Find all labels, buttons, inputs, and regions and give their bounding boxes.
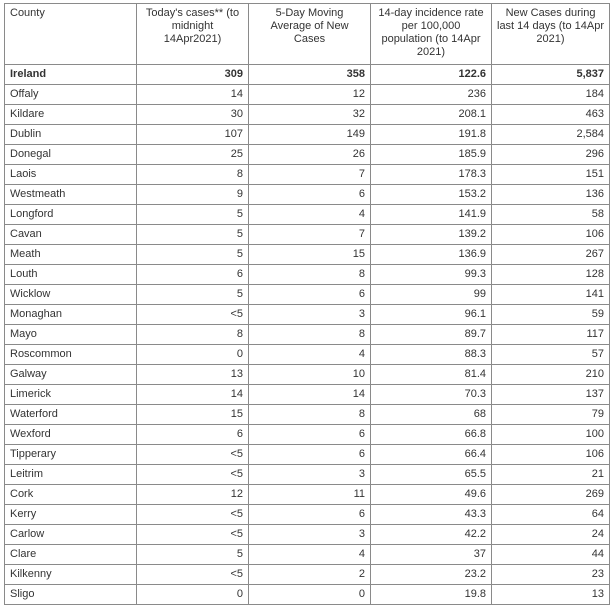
- cell-moving-average: 6: [249, 285, 371, 305]
- cell-moving-average: 15: [249, 245, 371, 265]
- cell-new-cases-14-days: 106: [492, 445, 610, 465]
- table-row: [5, 405, 610, 425]
- table-row: [5, 545, 610, 565]
- cell-todays-cases: <5: [137, 305, 249, 325]
- table-row: [5, 225, 610, 245]
- cell-county: Westmeath: [5, 185, 137, 205]
- cell-moving-average: 6: [249, 445, 371, 465]
- cell-new-cases-14-days: 117: [492, 325, 610, 345]
- table-row: [5, 485, 610, 505]
- cell-moving-average: 11: [249, 485, 371, 505]
- table-row: [5, 185, 610, 205]
- cell-new-cases-14-days: 23: [492, 565, 610, 585]
- cell-incidence-rate: 81.4: [371, 365, 492, 385]
- cell-new-cases-14-days: 5,837: [492, 65, 610, 85]
- cell-new-cases-14-days: 79: [492, 405, 610, 425]
- cell-moving-average: 12: [249, 85, 371, 105]
- cell-moving-average: 3: [249, 465, 371, 485]
- cell-moving-average: 26: [249, 145, 371, 165]
- cell-county: Galway: [5, 365, 137, 385]
- cell-moving-average: 6: [249, 425, 371, 445]
- cell-new-cases-14-days: 2,584: [492, 125, 610, 145]
- cell-todays-cases: 5: [137, 285, 249, 305]
- cell-new-cases-14-days: 210: [492, 365, 610, 385]
- cell-moving-average: 7: [249, 165, 371, 185]
- cell-incidence-rate: 68: [371, 405, 492, 425]
- cell-todays-cases: 5: [137, 205, 249, 225]
- cell-incidence-rate: 96.1: [371, 305, 492, 325]
- cell-moving-average: 149: [249, 125, 371, 145]
- table-row: [5, 505, 610, 525]
- cell-new-cases-14-days: 141: [492, 285, 610, 305]
- cell-moving-average: 4: [249, 345, 371, 365]
- table-header: [5, 4, 610, 65]
- cell-incidence-rate: 99: [371, 285, 492, 305]
- cell-incidence-rate: 89.7: [371, 325, 492, 345]
- cell-county: Louth: [5, 265, 137, 285]
- cell-moving-average: 358: [249, 65, 371, 85]
- cell-moving-average: 6: [249, 505, 371, 525]
- cell-incidence-rate: 178.3: [371, 165, 492, 185]
- cell-todays-cases: 12: [137, 485, 249, 505]
- cell-new-cases-14-days: 184: [492, 85, 610, 105]
- header-row: [5, 4, 610, 65]
- cell-county: Sligo: [5, 585, 137, 605]
- header-moving-average: 5-Day Moving Average of New Cases: [249, 4, 371, 65]
- header-incidence-rate: 14-day incidence rate per 100,000 population (to 14Apr 2021): [371, 4, 492, 65]
- cell-moving-average: 6: [249, 185, 371, 205]
- cell-todays-cases: 15: [137, 405, 249, 425]
- cell-county: Laois: [5, 165, 137, 185]
- cell-moving-average: 14: [249, 385, 371, 405]
- cell-todays-cases: 0: [137, 585, 249, 605]
- header-new-cases-14-days: New Cases during last 14 days (to 14Apr 2021): [492, 4, 610, 65]
- cell-county: Clare: [5, 545, 137, 565]
- covid-county-table: [4, 3, 610, 605]
- cell-new-cases-14-days: 463: [492, 105, 610, 125]
- header-county: County: [5, 4, 137, 65]
- cell-county: Roscommon: [5, 345, 137, 365]
- table-row: [5, 585, 610, 605]
- cell-moving-average: 0: [249, 585, 371, 605]
- table-row: [5, 385, 610, 405]
- table-row: [5, 365, 610, 385]
- cell-moving-average: 7: [249, 225, 371, 245]
- cell-moving-average: 8: [249, 405, 371, 425]
- cell-incidence-rate: 139.2: [371, 225, 492, 245]
- cell-moving-average: 4: [249, 545, 371, 565]
- cell-county: Dublin: [5, 125, 137, 145]
- cell-incidence-rate: 236: [371, 85, 492, 105]
- cell-todays-cases: 14: [137, 385, 249, 405]
- cell-incidence-rate: 49.6: [371, 485, 492, 505]
- cell-county: Limerick: [5, 385, 137, 405]
- cell-incidence-rate: 19.8: [371, 585, 492, 605]
- cell-new-cases-14-days: 151: [492, 165, 610, 185]
- table-row: [5, 245, 610, 265]
- cell-new-cases-14-days: 21: [492, 465, 610, 485]
- table-row: [5, 145, 610, 165]
- cell-county: Kilkenny: [5, 565, 137, 585]
- table-row: [5, 85, 610, 105]
- cell-todays-cases: 5: [137, 225, 249, 245]
- table-row: [5, 465, 610, 485]
- cell-todays-cases: 5: [137, 545, 249, 565]
- cell-county: Kerry: [5, 505, 137, 525]
- cell-county: Waterford: [5, 405, 137, 425]
- cell-new-cases-14-days: 136: [492, 185, 610, 205]
- header-todays-cases: Today's cases** (to midnight 14Apr2021): [137, 4, 249, 65]
- cell-incidence-rate: 23.2: [371, 565, 492, 585]
- cell-moving-average: 8: [249, 325, 371, 345]
- cell-new-cases-14-days: 137: [492, 385, 610, 405]
- cell-county: Mayo: [5, 325, 137, 345]
- cell-incidence-rate: 153.2: [371, 185, 492, 205]
- cell-incidence-rate: 122.6: [371, 65, 492, 85]
- cell-incidence-rate: 208.1: [371, 105, 492, 125]
- cell-todays-cases: 30: [137, 105, 249, 125]
- cell-county: Longford: [5, 205, 137, 225]
- cell-moving-average: 4: [249, 205, 371, 225]
- table-row: [5, 445, 610, 465]
- cell-todays-cases: 0: [137, 345, 249, 365]
- cell-moving-average: 32: [249, 105, 371, 125]
- cell-new-cases-14-days: 267: [492, 245, 610, 265]
- cell-moving-average: 3: [249, 525, 371, 545]
- cell-todays-cases: 9: [137, 185, 249, 205]
- cell-county: Donegal: [5, 145, 137, 165]
- cell-new-cases-14-days: 59: [492, 305, 610, 325]
- cell-new-cases-14-days: 100: [492, 425, 610, 445]
- table-row: [5, 285, 610, 305]
- cell-todays-cases: 6: [137, 425, 249, 445]
- cell-todays-cases: 5: [137, 245, 249, 265]
- cell-moving-average: 3: [249, 305, 371, 325]
- cell-todays-cases: <5: [137, 445, 249, 465]
- cell-todays-cases: 8: [137, 165, 249, 185]
- cell-county: Cork: [5, 485, 137, 505]
- cell-todays-cases: 107: [137, 125, 249, 145]
- cell-incidence-rate: 136.9: [371, 245, 492, 265]
- table-row: [5, 565, 610, 585]
- cell-new-cases-14-days: 44: [492, 545, 610, 565]
- cell-new-cases-14-days: 128: [492, 265, 610, 285]
- cell-county: Kildare: [5, 105, 137, 125]
- cell-county: Meath: [5, 245, 137, 265]
- table-body: [5, 65, 610, 605]
- cell-incidence-rate: 88.3: [371, 345, 492, 365]
- cell-county: Ireland: [5, 65, 137, 85]
- cell-county: Monaghan: [5, 305, 137, 325]
- cell-todays-cases: <5: [137, 465, 249, 485]
- table-row: [5, 325, 610, 345]
- cell-new-cases-14-days: 57: [492, 345, 610, 365]
- cell-todays-cases: 13: [137, 365, 249, 385]
- table-row: [5, 105, 610, 125]
- cell-county: Cavan: [5, 225, 137, 245]
- cell-todays-cases: <5: [137, 565, 249, 585]
- cell-moving-average: 8: [249, 265, 371, 285]
- table-row: [5, 525, 610, 545]
- cell-incidence-rate: 141.9: [371, 205, 492, 225]
- cell-new-cases-14-days: 269: [492, 485, 610, 505]
- cell-new-cases-14-days: 106: [492, 225, 610, 245]
- cell-incidence-rate: 70.3: [371, 385, 492, 405]
- cell-todays-cases: 8: [137, 325, 249, 345]
- table-row: [5, 165, 610, 185]
- cell-incidence-rate: 42.2: [371, 525, 492, 545]
- table-row: [5, 265, 610, 285]
- table-row: [5, 345, 610, 365]
- cell-incidence-rate: 43.3: [371, 505, 492, 525]
- cell-todays-cases: <5: [137, 505, 249, 525]
- cell-new-cases-14-days: 13: [492, 585, 610, 605]
- cell-county: Tipperary: [5, 445, 137, 465]
- cell-county: Wicklow: [5, 285, 137, 305]
- cell-new-cases-14-days: 296: [492, 145, 610, 165]
- cell-todays-cases: 25: [137, 145, 249, 165]
- cell-new-cases-14-days: 64: [492, 505, 610, 525]
- cell-moving-average: 10: [249, 365, 371, 385]
- cell-county: Carlow: [5, 525, 137, 545]
- cell-todays-cases: 14: [137, 85, 249, 105]
- table-row-total: [5, 65, 610, 85]
- cell-incidence-rate: 65.5: [371, 465, 492, 485]
- cell-incidence-rate: 185.9: [371, 145, 492, 165]
- cell-incidence-rate: 66.4: [371, 445, 492, 465]
- cell-new-cases-14-days: 58: [492, 205, 610, 225]
- cell-incidence-rate: 99.3: [371, 265, 492, 285]
- table-row: [5, 205, 610, 225]
- cell-new-cases-14-days: 24: [492, 525, 610, 545]
- cell-incidence-rate: 191.8: [371, 125, 492, 145]
- table-row: [5, 425, 610, 445]
- cell-county: Leitrim: [5, 465, 137, 485]
- cell-todays-cases: 309: [137, 65, 249, 85]
- table-row: [5, 125, 610, 145]
- cell-county: Offaly: [5, 85, 137, 105]
- table-row: [5, 305, 610, 325]
- cell-incidence-rate: 37: [371, 545, 492, 565]
- cell-todays-cases: 6: [137, 265, 249, 285]
- cell-moving-average: 2: [249, 565, 371, 585]
- cell-todays-cases: <5: [137, 525, 249, 545]
- cell-incidence-rate: 66.8: [371, 425, 492, 445]
- cell-county: Wexford: [5, 425, 137, 445]
